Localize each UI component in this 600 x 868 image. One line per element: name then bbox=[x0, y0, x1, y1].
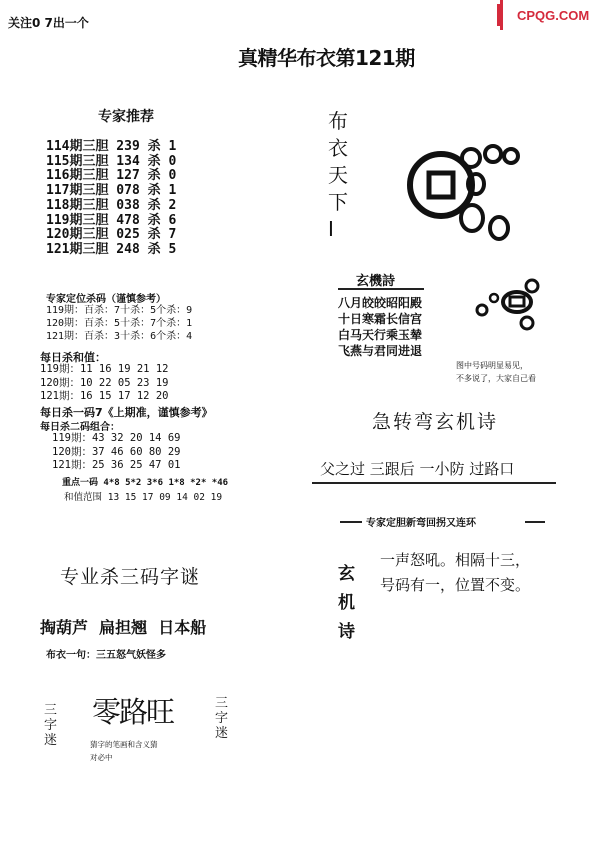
sum-kill-row: 120期：10 22 05 23 19 bbox=[40, 376, 169, 389]
expert-row: 118期三胆 038 杀 2 bbox=[46, 197, 177, 213]
buyi-vertical-title bbox=[328, 108, 348, 243]
expert-row: 119期三胆 478 杀 6 bbox=[46, 212, 177, 228]
poem-lines bbox=[338, 295, 422, 359]
zi-mi-char: 三 bbox=[44, 703, 58, 718]
divider-right bbox=[525, 521, 545, 523]
poem-line: 八月皎皎昭阳殿 bbox=[338, 296, 423, 310]
poem-line: 十日寒霜长信宫 bbox=[338, 312, 423, 326]
poem-heading-box bbox=[338, 270, 424, 290]
top-left-note: 关注0 7出一个 bbox=[8, 16, 89, 30]
xuanji-line-1: 一声怒吼。相隔十三， bbox=[380, 551, 531, 569]
focus-code: 重点一码 4*8 5*2 3*6 1*8 *2* *46 bbox=[62, 478, 229, 488]
riddle-text: 父之过 三跟后 一小防 过路口 bbox=[320, 460, 515, 478]
position-kill-row: 121期：百杀：3十杀：6个杀：4 bbox=[46, 331, 193, 342]
big-glyph: 零路旺 bbox=[92, 695, 174, 729]
sum-kill-row: 121期：16 15 17 12 20 bbox=[40, 390, 169, 402]
poem-picture bbox=[472, 278, 562, 338]
picture-note-2: 不多说了，大家自己看 bbox=[456, 374, 536, 383]
xuanji-vertical bbox=[338, 560, 355, 647]
sum-kill-list bbox=[40, 363, 168, 404]
zi-mi-left bbox=[44, 704, 57, 749]
page-title: 真精华布衣第121期 bbox=[238, 46, 415, 70]
daily-two-list bbox=[52, 432, 180, 473]
daily-one-line: 每日杀一码7《上期准，谨慎参考》 bbox=[40, 406, 213, 419]
expert-row: 115期三胆 134 杀 0 bbox=[46, 153, 177, 169]
zi-mi-char: 迷 bbox=[44, 732, 58, 748]
daily-two-row: 120期：37 46 60 80 29 bbox=[52, 445, 181, 458]
riddle-words: 掏葫芦 扁担翘 日本船 bbox=[40, 618, 207, 637]
coin-picture bbox=[405, 138, 530, 243]
sum-kill-heading: 每日杀和值： bbox=[40, 351, 106, 364]
xuanji-char: 玄 bbox=[338, 564, 355, 584]
sum-range: 和值范围 13 15 17 09 14 02 19 bbox=[64, 492, 223, 503]
poem-line: 白马天行乘玉辇 bbox=[338, 328, 423, 342]
xuanji-char: 机 bbox=[338, 593, 355, 613]
zi-mi-char: 迷 bbox=[215, 725, 229, 741]
glyph-hint-1: 猜字的笔画和含义猜 bbox=[90, 740, 158, 749]
poem-heading: 玄機詩 bbox=[356, 274, 396, 289]
title-char: 衣 bbox=[328, 136, 348, 160]
zi-mi-char: 字 bbox=[215, 710, 229, 726]
divider-text: 专家定胆新弯回拐又连环 bbox=[366, 518, 476, 529]
expert-row: 116期三胆 127 杀 0 bbox=[46, 168, 177, 184]
title-char: 天 bbox=[328, 163, 348, 187]
glyph-hint-2: 对必中 bbox=[90, 753, 113, 762]
position-kill-heading: 专家定位杀码（谨慎参考） bbox=[46, 294, 166, 305]
watermark-text: CPQG.COM bbox=[517, 7, 590, 23]
buyi-line: 布衣一句：三五怒气妖怪多 bbox=[46, 650, 166, 661]
site-watermark bbox=[500, 0, 600, 30]
expert-list bbox=[46, 140, 176, 258]
kill3-title: 专业杀三码字谜 bbox=[60, 566, 201, 588]
xuanji-char: 诗 bbox=[338, 622, 355, 642]
sum-kill-row: 119期：11 16 19 21 12 bbox=[40, 363, 169, 375]
expert-row: 114期三胆 239 杀 1 bbox=[46, 139, 177, 154]
title-char: 布 bbox=[328, 109, 348, 133]
xuanji-line-2: 号码有一，位置不变。 bbox=[380, 576, 531, 594]
title-char: 下 bbox=[328, 190, 348, 214]
expert-row: 120期三胆 025 杀 7 bbox=[46, 227, 177, 243]
expert-heading: 专家推荐 bbox=[98, 109, 154, 125]
daily-two-row: 119期：43 32 20 14 69 bbox=[52, 432, 181, 444]
expert-row: 121期三胆 248 杀 5 bbox=[46, 241, 177, 257]
expert-row: 117期三胆 078 杀 1 bbox=[46, 183, 177, 199]
position-kill-row: 120期：百杀：5十杀：7个杀：1 bbox=[46, 318, 193, 329]
daily-two-row: 121期：25 36 25 47 01 bbox=[52, 459, 181, 471]
zi-mi-char: 三 bbox=[215, 696, 229, 711]
picture-note-1: 图中号码明显易见， bbox=[456, 361, 528, 370]
daily-two-heading: 每日杀二码组合： bbox=[40, 422, 120, 433]
zi-mi-right bbox=[215, 697, 228, 742]
divider-left bbox=[340, 521, 362, 523]
urgent-title: 急转弯玄机诗 bbox=[372, 411, 499, 433]
poem-line: 飞燕与君同进退 bbox=[338, 344, 423, 358]
position-kill-list bbox=[46, 304, 192, 343]
zi-mi-char: 字 bbox=[44, 717, 58, 733]
title-char: I bbox=[328, 217, 334, 241]
position-kill-row: 119期：百杀：7十杀：5个杀：9 bbox=[46, 305, 193, 316]
riddle-box bbox=[312, 456, 556, 484]
